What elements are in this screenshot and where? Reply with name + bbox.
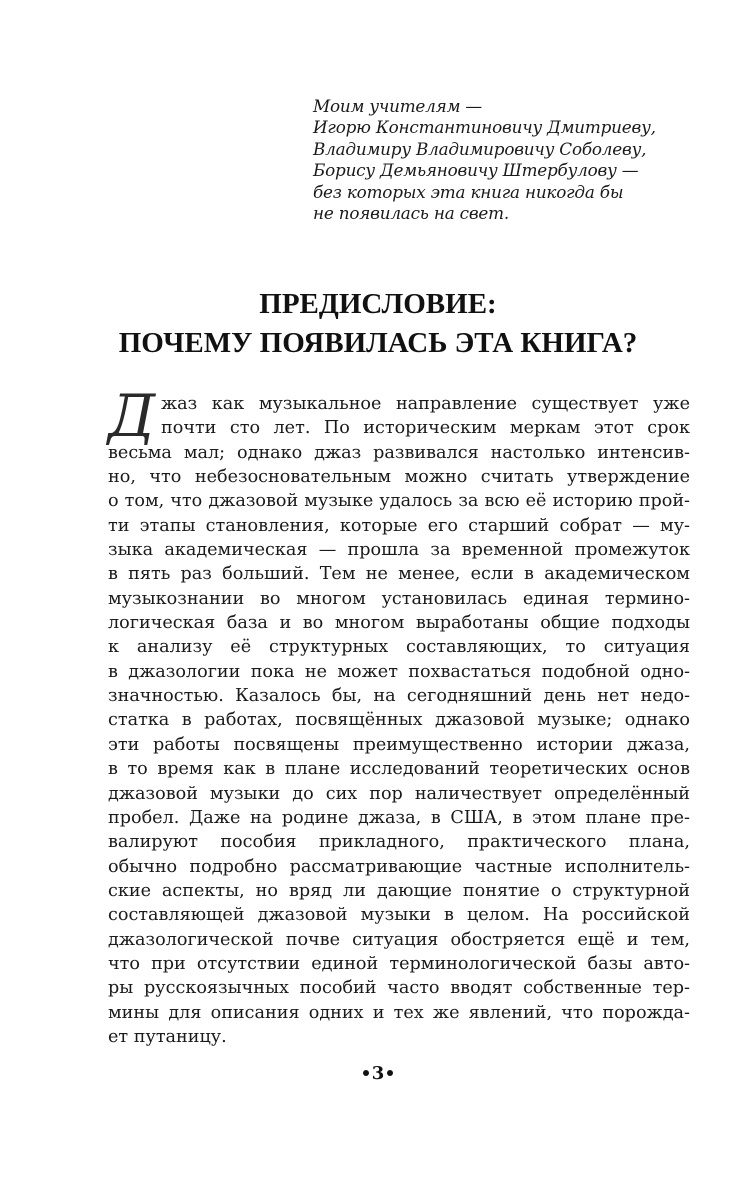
paragraph-line: ры русскоязычных пособий часто вводят собственные тер- — [108, 978, 690, 999]
chapter-title-line-2: ПОЧЕМУ ПОЯВИЛАСЬ ЭТА КНИГА? — [118, 327, 638, 359]
paragraph-line: пробел. Даже на родине джаза, в США, в этом плане пре- — [108, 807, 690, 828]
paragraph-line: весьма мал; однако джаз развивался настолько интенсив- — [108, 442, 690, 463]
body-paragraph — [108, 392, 690, 1049]
paragraph-line: музыкознании во многом установилась единая термино- — [108, 588, 690, 609]
folio-dot-left — [363, 1070, 369, 1076]
dedication-epigraph — [313, 96, 713, 224]
dedication-line: Владимиру Владимировичу Соболеву, — [313, 138, 647, 159]
dedication-line: без которых эта книга никогда бы — [313, 181, 624, 202]
paragraph-line: в джазологии пока не может похвастаться подобной одно- — [108, 661, 690, 682]
paragraph-line: но, что небезосновательным можно считать утверждение — [108, 467, 690, 488]
drop-cap: Д — [108, 382, 156, 450]
paragraph-line: статка в работах, посвящённых джазовой музыке; однако — [108, 710, 690, 731]
dedication-line: Борису Демьяновичу Штербулову — — [313, 160, 639, 181]
folio-dot-right — [387, 1070, 393, 1076]
paragraph-line: логическая база и во многом выработаны общие подходы — [108, 613, 690, 634]
paragraph-line: ет путаницу. — [108, 1026, 227, 1047]
paragraph-line: что при отсутствии единой терминологической базы авто- — [108, 953, 690, 974]
paragraph-line: жаз как музыкальное направление существует уже — [161, 394, 690, 414]
paragraph-line: джазологической почве ситуация обостряется ещё и тем, — [108, 929, 690, 950]
chapter-title — [0, 285, 756, 363]
paragraph-line: зыка академическая — прошла за временной промежуток — [108, 540, 690, 561]
paragraph-line: составляющей джазовой музыки в целом. На российской — [108, 905, 690, 926]
dedication-line: Игорю Константиновичу Дмитриеву, — [313, 117, 656, 138]
chapter-title-line-1: ПРЕДИСЛОВИЕ: — [259, 288, 497, 320]
dedication-line: Моим учителям — — [313, 96, 482, 116]
paragraph-line: в пять раз больший. Тем не менее, если в академическом — [108, 564, 690, 585]
paragraph-line: эти работы посвящены преимущественно истории джаза, — [108, 734, 690, 755]
dedication-line: не появилась на свет. — [313, 203, 510, 224]
paragraph-line: ские аспекты, но вряд ли дающие понятие о структурной — [108, 880, 690, 901]
paragraph-line: мины для описания одних и тех же явлений, что порожда- — [108, 1002, 690, 1023]
page-number: 3 — [371, 1063, 385, 1084]
paragraph-line: о том, что джазовой музыке удалось за всю её историю прой- — [108, 491, 690, 512]
paragraph-line: ти этапы становления, которые его старший собрат — му- — [108, 515, 690, 536]
paragraph-line: джазовой музыки до сих пор наличествует определённый — [108, 783, 690, 804]
paragraph-line: обычно подробно рассматривающие частные исполнитель- — [108, 856, 690, 877]
paragraph-line: почти сто лет. По историческим меркам этот срок — [161, 418, 690, 439]
paragraph-line: валируют пособия прикладного, практического плана, — [108, 832, 690, 853]
page-number-footer — [0, 1062, 756, 1086]
paragraph-line: к анализу её структурных составляющих, то ситуация — [108, 637, 690, 658]
paragraph-line: в то время как в плане исследований теоретических основ — [108, 759, 690, 780]
paragraph-line: значностью. Казалось бы, на сегодняшний день нет недо- — [108, 686, 690, 707]
